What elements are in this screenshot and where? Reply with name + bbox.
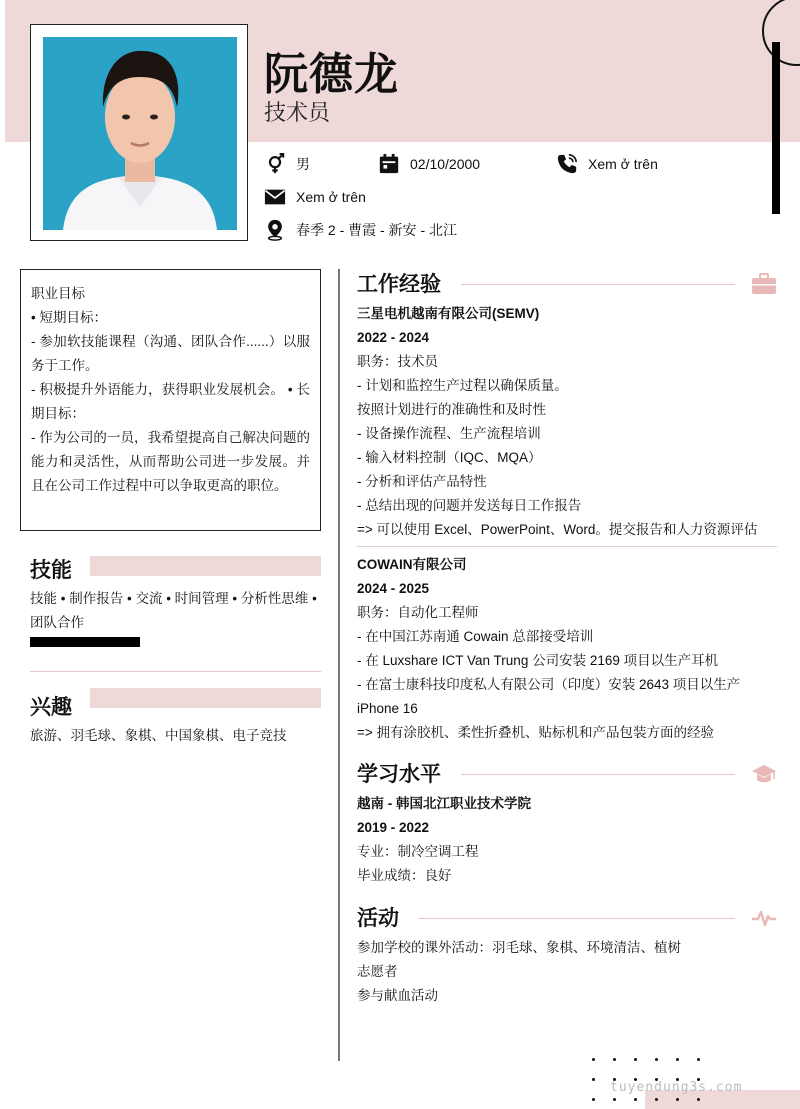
job-line: 职务：技术员 — [357, 354, 438, 369]
heading-line — [419, 918, 735, 919]
job-line: 按照计划进行的准确性和及时性 — [357, 402, 546, 417]
gender-value: 男 — [296, 156, 310, 172]
address-row — [264, 219, 457, 241]
school-period: 2019 - 2022 — [357, 820, 430, 835]
experience-section — [357, 270, 777, 745]
person-portrait — [43, 37, 237, 230]
briefcase-icon — [751, 271, 777, 297]
divider — [30, 671, 321, 672]
activity-line: 参与献血活动 — [357, 988, 438, 1003]
birthday-value: 02/10/2000 — [410, 156, 481, 172]
job-line: 职务：自动化工程师 — [357, 605, 479, 620]
skills-heading: 技能 — [30, 558, 72, 582]
gender-row — [264, 153, 310, 175]
interests-heading-bar — [90, 688, 321, 708]
objective-line: - 作为公司的一员，我希望提高自己解决问题的能力和灵活性，从而帮助公司进一步发展。并且在公司工作过程中可以争取更高的职位。 — [31, 430, 310, 493]
objective-line: • 短期目标： — [31, 310, 107, 325]
job-company: 三星电机越南有限公司(SEMV) — [357, 306, 540, 321]
mail-icon — [264, 186, 286, 208]
email-value: Xem ở trên — [296, 189, 366, 205]
job-divider — [357, 546, 777, 547]
profile-photo-frame — [30, 24, 248, 241]
education-section — [357, 760, 777, 888]
address-value: 春季 2 - 曹霞 - 新安 - 北江 — [296, 222, 457, 238]
calendar-icon — [378, 153, 400, 175]
job-line: => 拥有涂胶机、柔性折叠机、贴标机和产品包装方面的经验 — [357, 725, 715, 740]
job-line: - 在中国江苏南通 Cowain 总部接受培训 — [357, 629, 594, 644]
job-line: => 可以使用 Excel、PowerPoint、Word。提交报告和人力资源评估 — [357, 522, 758, 537]
candidate-name: 阮德龙 — [264, 49, 399, 100]
skills-level-bar — [30, 637, 140, 647]
objective-line: - 积极提升外语能力，获得职业发展机会。 • 长期目标： — [31, 382, 310, 421]
job-line: - 总结出现的问题并发送每日工作报告 — [357, 498, 582, 513]
location-pin-icon — [264, 219, 286, 241]
pulse-icon — [751, 905, 777, 931]
watermark: tuyendung3s.com — [610, 1080, 743, 1095]
education-heading: 学习水平 — [357, 762, 441, 786]
phone-row — [556, 153, 658, 175]
phone-icon — [556, 153, 578, 175]
job-line: - 计划和监控生产过程以确保质量。 — [357, 378, 568, 393]
activities-section — [357, 904, 777, 1008]
interests-heading: 兴趣 — [30, 695, 72, 719]
job-line: - 设备操作流程、生产流程培训 — [357, 426, 541, 441]
job-company: COWAIN有限公司 — [357, 557, 467, 572]
column-divider — [338, 269, 340, 1061]
birthday-row — [378, 153, 480, 175]
phone-value: Xem ở trên — [588, 156, 658, 172]
experience-heading: 工作经验 — [357, 272, 441, 296]
career-objective-box — [20, 269, 321, 531]
activity-line: 志愿者 — [357, 964, 398, 979]
graduation-cap-icon — [751, 761, 777, 787]
skills-text: 技能 • 制作报告 • 交流 • 时间管理 • 分析性思维 • 团队合作 — [30, 591, 317, 630]
education-line: 毕业成绩：良好 — [357, 868, 452, 883]
job-line: - 在富士康科技印度私人有限公司（印度）安装 2643 项目以生产 iPhone 16 — [357, 677, 741, 716]
objective-title: 职业目标 — [31, 286, 85, 301]
bar-decoration — [772, 42, 780, 214]
job-line: - 分析和评估产品特性 — [357, 474, 487, 489]
activity-line: 参加学校的课外活动：羽毛球、象棋、环境清洁、植树 — [357, 940, 681, 955]
activities-heading: 活动 — [357, 906, 399, 930]
skills-heading-bar — [90, 556, 321, 576]
job-line: - 在 Luxshare ICT Van Trung 公司安装 2169 项目以生产耳机 — [357, 653, 719, 668]
gender-icon — [264, 153, 286, 175]
heading-line — [461, 774, 735, 775]
candidate-job-title: 技术员 — [264, 101, 331, 126]
email-row — [264, 186, 366, 208]
objective-line: - 参加软技能课程（沟通、团队合作......）以服务于工作。 — [31, 334, 310, 373]
job-line: - 输入材料控制（IQC、MQA） — [357, 450, 542, 465]
job-period: 2022 - 2024 — [357, 330, 430, 345]
school-name: 越南 - 韩国北江职业技术学院 — [357, 796, 531, 811]
profile-photo — [43, 37, 237, 230]
interests-text: 旅游、羽毛球、象棋、中国象棋、电子竞技 — [30, 728, 287, 743]
job-period: 2024 - 2025 — [357, 581, 430, 596]
education-line: 专业：制冷空调工程 — [357, 844, 479, 859]
heading-line — [461, 284, 735, 285]
